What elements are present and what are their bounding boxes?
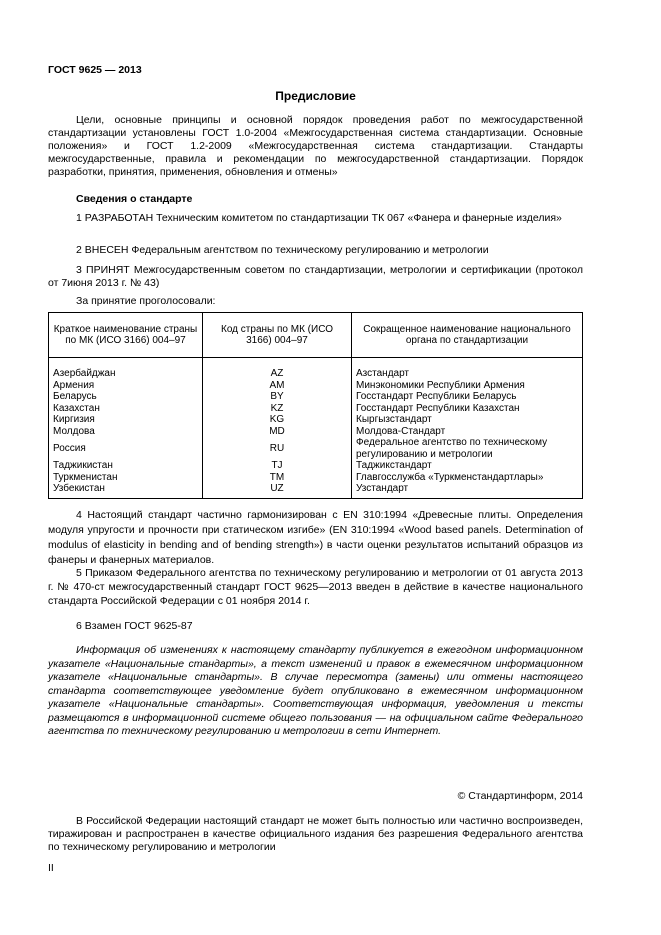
table-row (49, 460, 583, 472)
voted-label: За принятие проголосовали: (76, 295, 216, 307)
country-code: AM (203, 380, 352, 392)
standards-body: Кыргызстандарт (352, 414, 583, 426)
table-row (49, 437, 583, 460)
country-code: TJ (203, 460, 352, 472)
page-title: Предисловие (275, 89, 356, 103)
table-header-row (49, 313, 583, 358)
table-header: Краткое наименование страны по МК (ИСО 3166) 004–97 (49, 313, 203, 358)
table-row (49, 380, 583, 392)
country-name: Казахстан (49, 403, 203, 415)
country-name: Туркменистан (49, 472, 203, 484)
table-row (49, 358, 583, 380)
item-5: 5 Приказом Федерального агентства по техническому регулированию и метрологии от 01 августа 2013 г. № 470-ст межгосударственный стандарт ГОСТ 9625—2013 введен в действие в качестве национального стандарта Российской Федерации с 01 ноября 2014 г. (48, 567, 583, 607)
standards-body: Федеральное агентство по техническому регулированию и метрологии (352, 437, 583, 460)
table-header: Сокращенное наименование национального органа по стандартизации (352, 313, 583, 358)
copyright: © Стандартинформ, 2014 (457, 790, 583, 802)
item-1: 1 РАЗРАБОТАН Техническим комитетом по стандартизации ТК 067 «Фанера и фанерные изделия» (76, 212, 562, 224)
table-row (49, 472, 583, 484)
document-header: ГОСТ 9625 — 2013 (48, 64, 142, 76)
country-code: RU (203, 437, 352, 460)
country-code: TM (203, 472, 352, 484)
item-6: 6 Взамен ГОСТ 9625-87 (76, 620, 193, 632)
table-row (49, 483, 583, 498)
item-4: 4 Настоящий стандарт частично гармонизирован с EN 310:1994 «Древесные плиты. Определения модуля упругости и прочности при статическом изгибе» (EN 310:1994 «Wood based panels. Determination of modulus of elasticity in bending and of bending strength») в части оценки результатов испытаний образцов из фанеры и фанерных материалов. (48, 509, 583, 566)
item-3: 3 ПРИНЯТ Межгосударственным советом по стандартизации, метрологии и сертификации (протокол от 7июня 2013 г. № 43) (48, 264, 583, 289)
country-code: UZ (203, 483, 352, 498)
country-name: Армения (49, 380, 203, 392)
country-name: Азербайджан (49, 358, 203, 380)
info-paragraph: Информация об изменениях к настоящему стандарту публикуется в ежегодном информационном указателе «Национальные стандарты», а текст изменений и правок в ежемесячном информационном указателе «Национальные стандарты». В случае пересмотра (замены) или отмены настоящего стандарта соответствующее уведомление будет опубликовано в ежемесячном информационном указателе «Национальные стандарты». Соответствующая информация, уведомления и тексты размещаются в информационной системе общего пользования — на официальном сайте Федерального агентства по техническому регулированию и метрологии в сети Интернет. (48, 644, 583, 737)
voting-table (48, 312, 583, 499)
intro-paragraph: Цели, основные принципы и основной порядок проведения работ по межгосударственной стандартизации установлены ГОСТ 1.0-2004 «Межгосударственная система стандартизации. Основные положения» и ГОСТ 1.2-2009 «Межгосударственная система стандартизации. Стандарты межгосударственные, правила и рекомендации по межгосударственной стандартизации. Порядок разработки, принятия, применения, обновления и отмены» (48, 114, 583, 178)
country-name: Киргизия (49, 414, 203, 426)
reproduction-notice: В Российской Федерации настоящий стандарт не может быть полностью или частично воспроизведен, тиражирован и распространен в качестве официального издания без разрешения Федерального агентства по техническому регулированию и метрологии (48, 815, 583, 853)
standards-body: Таджикстандарт (352, 460, 583, 472)
country-name: Беларусь (49, 391, 203, 403)
section-heading: Сведения о стандарте (76, 193, 193, 205)
standards-body: Азстандарт (352, 358, 583, 380)
country-name: Россия (49, 437, 203, 460)
table-row (49, 391, 583, 403)
country-name: Узбекистан (49, 483, 203, 498)
country-code: BY (203, 391, 352, 403)
country-name: Таджикистан (49, 460, 203, 472)
country-code: KG (203, 414, 352, 426)
country-code: MD (203, 426, 352, 438)
standards-body: Госстандарт Республики Беларусь (352, 391, 583, 403)
country-code: KZ (203, 403, 352, 415)
table-row (49, 414, 583, 426)
table-header: Код страны по МК (ИСО 3166) 004–97 (203, 313, 352, 358)
table-row (49, 403, 583, 415)
country-code: AZ (203, 358, 352, 380)
standards-body: Молдова-Стандарт (352, 426, 583, 438)
standards-body: Главгосслужба «Туркменстандартлары» (352, 472, 583, 484)
table-row (49, 426, 583, 438)
standards-body: Госстандарт Республики Казахстан (352, 403, 583, 415)
standards-body: Узстандарт (352, 483, 583, 498)
item-2: 2 ВНЕСЕН Федеральным агентством по техническому регулированию и метрологии (76, 244, 489, 256)
standards-body: Минэкономики Республики Армения (352, 380, 583, 392)
country-name: Молдова (49, 426, 203, 438)
page-number: II (48, 862, 54, 874)
